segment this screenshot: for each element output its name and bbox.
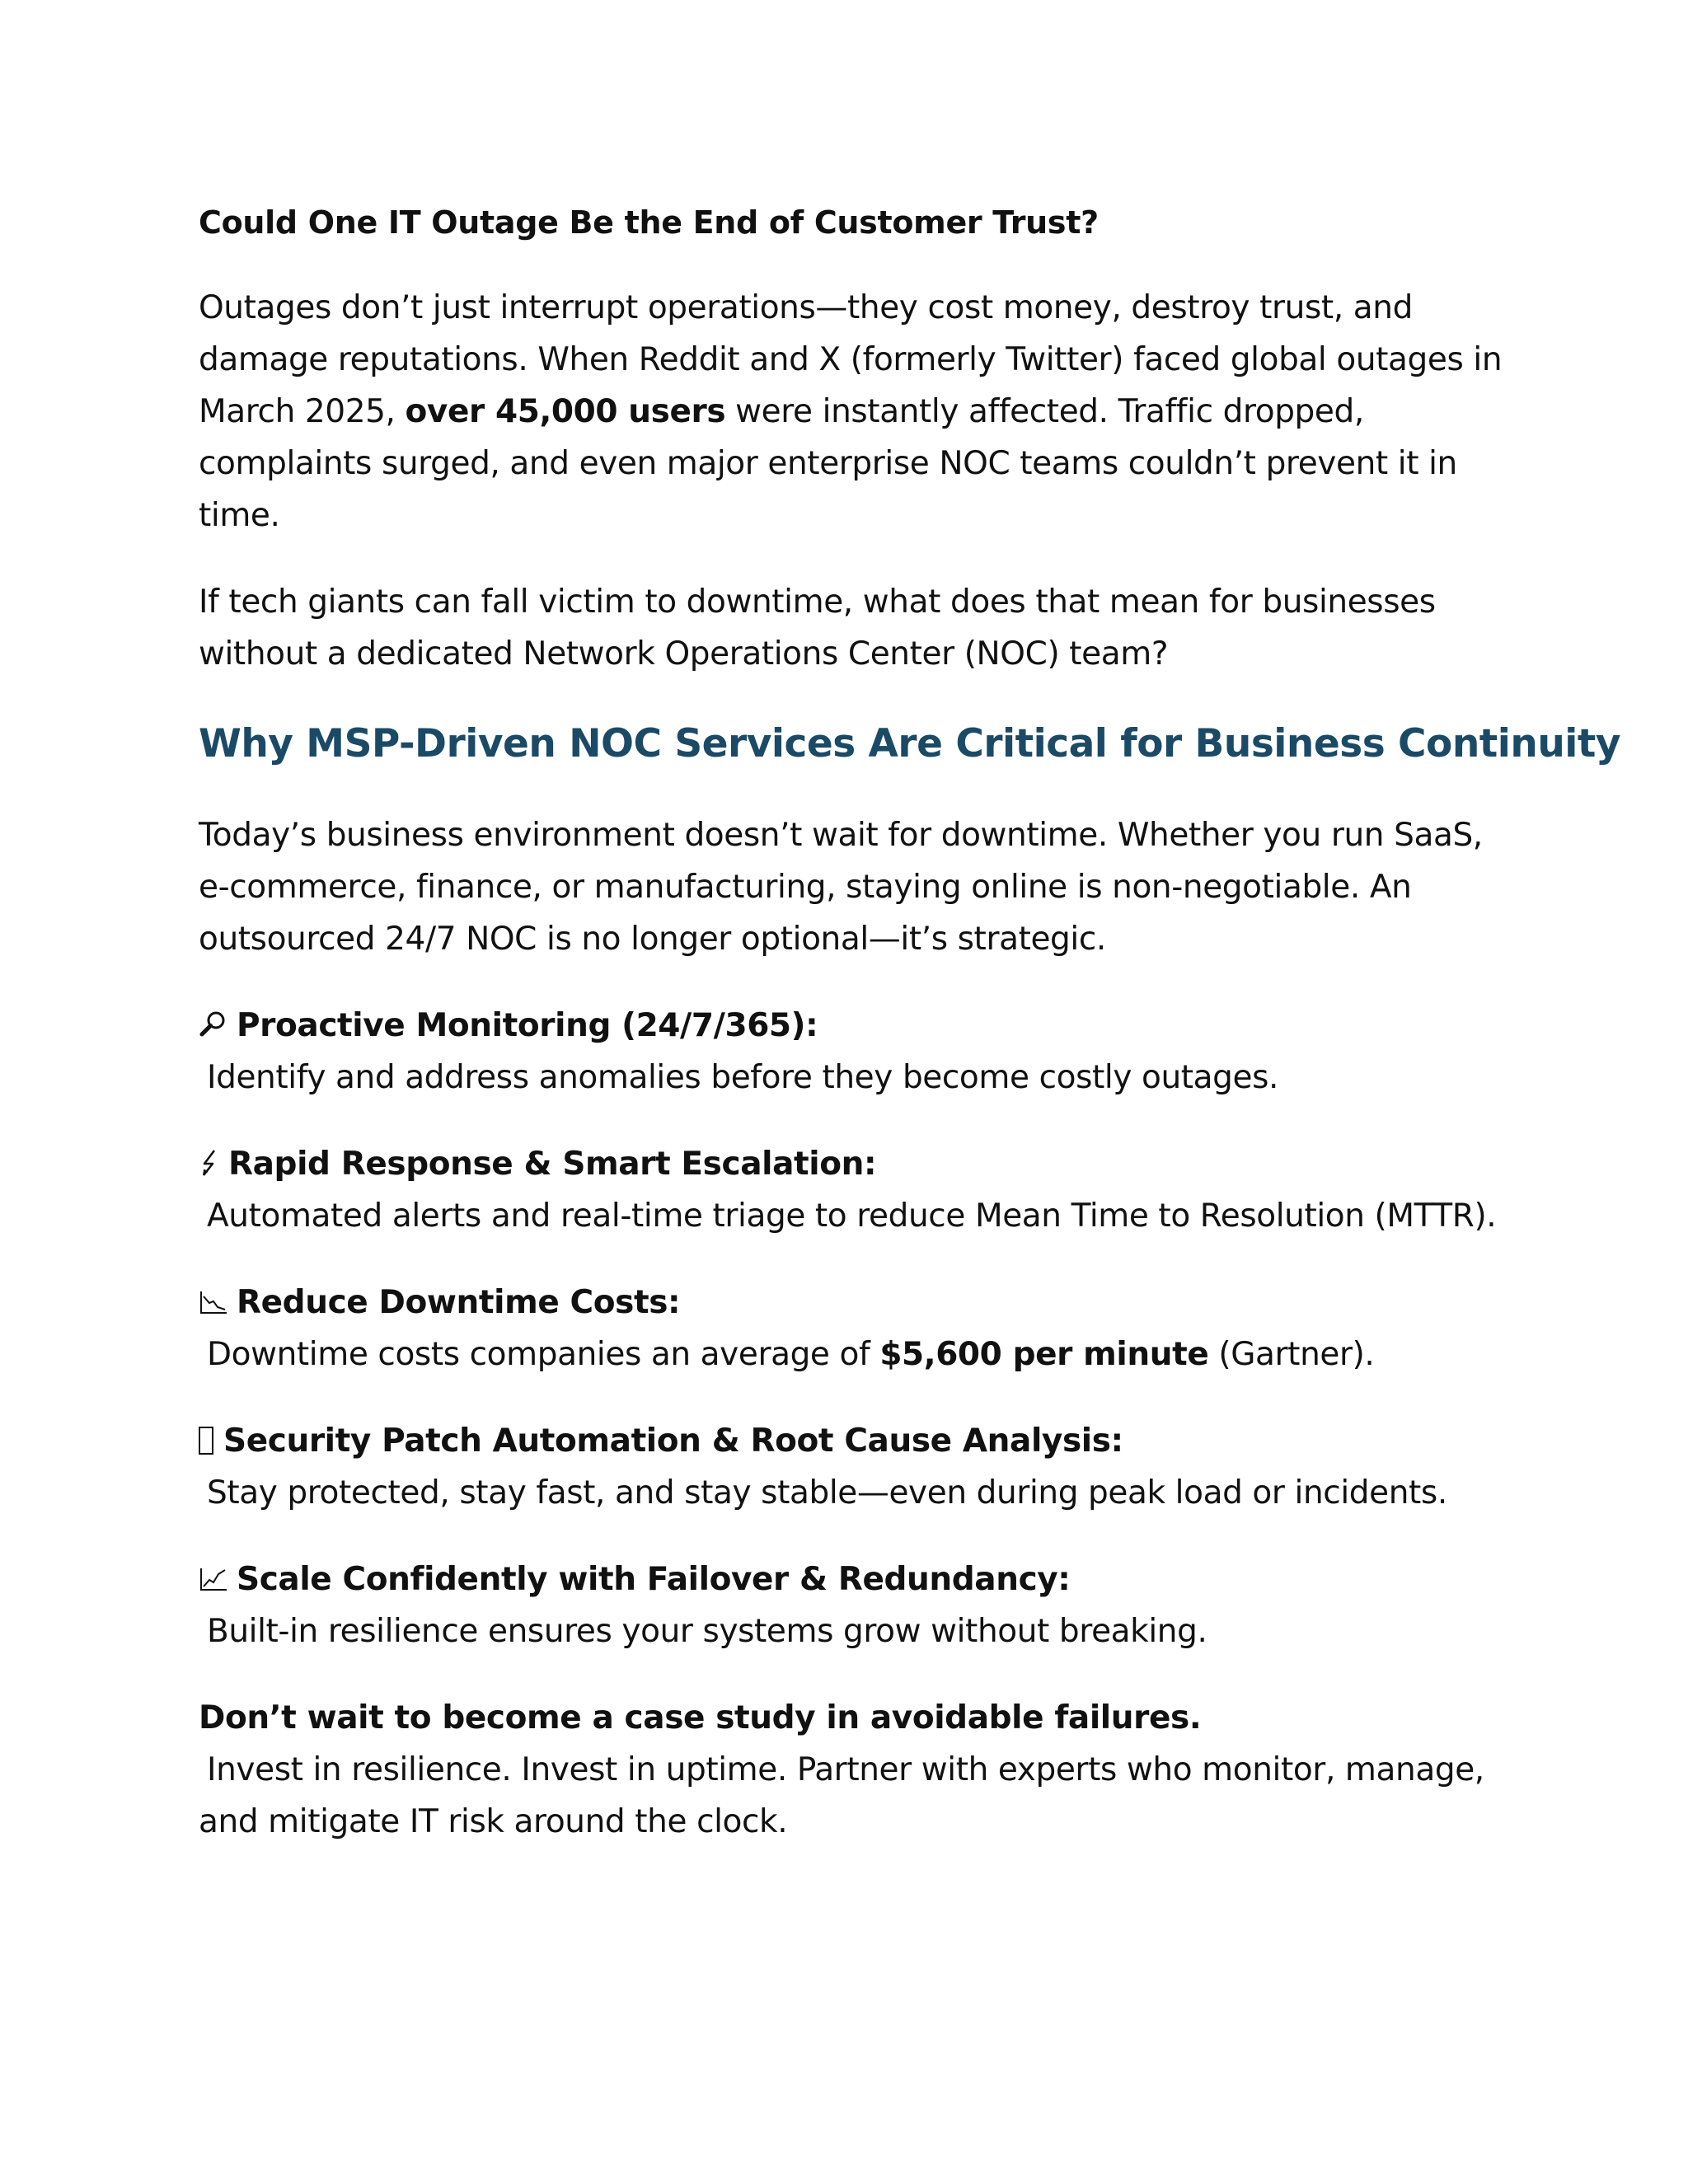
text-line: complaints surged, and even major enterprise NOC teams couldn’t prevent it in	[199, 445, 1457, 482]
text-line: outsourced 24/7 NOC is no longer optional—it’s strategic.	[199, 921, 1106, 958]
closing-heading: Don’t wait to become a case study in avoidable failures.	[199, 1699, 1202, 1736]
text-line: Today’s business environment doesn’t wait for downtime. Whether you run SaaS,	[199, 817, 1483, 854]
text-span: were instantly affected. Traffic dropped,	[725, 393, 1364, 430]
benefit-title	[199, 1415, 1493, 1467]
document-page	[199, 198, 1621, 1848]
text-line: time.	[199, 497, 280, 534]
benefit-title-text: Scale Confidently with Failover & Redundancy:	[237, 1561, 1071, 1598]
closing-block	[199, 1692, 1493, 1848]
text-line: If tech giants can fall victim to downtime, what does that mean for businesses	[199, 583, 1436, 621]
text-line	[199, 386, 1493, 438]
benefit-item	[199, 1415, 1493, 1519]
text-line: Invest in resilience. Invest in uptime. Partner with experts who monitor, manage,	[207, 1751, 1484, 1788]
benefit-title	[199, 1554, 1493, 1605]
benefit-title-text: Proactive Monitoring (24/7/365):	[237, 1007, 818, 1044]
text-line: damage reputations. When Reddit and X (formerly Twitter) faced global outages in	[199, 341, 1503, 378]
benefit-title-text: Reduce Downtime Costs:	[237, 1284, 681, 1321]
lightning-icon	[199, 1148, 220, 1178]
cost-emphasis: $5,600 per minute	[879, 1336, 1209, 1373]
section-heading: Why MSP-Driven NOC Services Are Critical for Business Continuity	[199, 721, 1621, 766]
text-span: Downtime costs companies an average of	[207, 1336, 880, 1373]
magnifier-icon	[199, 1010, 228, 1039]
benefit-description: Built-in resilience ensures your systems grow without breaking.	[207, 1613, 1207, 1650]
benefit-title	[199, 1000, 1493, 1052]
text-line: and mitigate IT risk around the clock.	[199, 1803, 788, 1840]
benefit-description	[199, 1329, 1493, 1380]
benefit-title-text: Security Patch Automation & Root Cause Analysis:	[223, 1422, 1123, 1460]
text-line: without a dedicated Network Operations Center (NOC) team?	[199, 635, 1169, 673]
benefit-description: Automated alerts and real-time triage to reduce Mean Time to Resolution (MTTR).	[207, 1197, 1497, 1235]
chart-increasing-icon	[199, 1563, 228, 1593]
text-line: e-commerce, finance, or manufacturing, staying online is non-negotiable. An	[199, 869, 1412, 906]
intro-paragraph	[199, 282, 1503, 541]
missing-glyph-icon	[199, 1427, 213, 1455]
benefit-item	[199, 1554, 1493, 1657]
section-paragraph	[199, 809, 1493, 965]
benefit-title	[199, 1138, 1493, 1190]
benefit-item	[199, 1138, 1497, 1242]
intro-heading: Could One IT Outage Be the End of Customer Trust?	[199, 204, 1099, 241]
benefit-item	[199, 1000, 1493, 1104]
benefit-title-text: Rapid Response & Smart Escalation:	[228, 1146, 877, 1183]
question-paragraph	[199, 576, 1493, 680]
chart-decreasing-icon	[199, 1286, 228, 1316]
text-span: (Gartner).	[1208, 1336, 1375, 1373]
benefit-title	[199, 1277, 1493, 1329]
text-line: Outages don’t just interrupt operations—they cost money, destroy trust, and	[199, 289, 1413, 326]
benefit-item	[199, 1277, 1493, 1380]
benefit-description: Stay protected, stay fast, and stay stable—even during peak load or incidents.	[207, 1474, 1447, 1511]
text-span: March 2025,	[199, 393, 406, 430]
benefit-description: Identify and address anomalies before they become costly outages.	[207, 1059, 1279, 1096]
users-affected-emphasis: over 45,000 users	[405, 393, 726, 430]
